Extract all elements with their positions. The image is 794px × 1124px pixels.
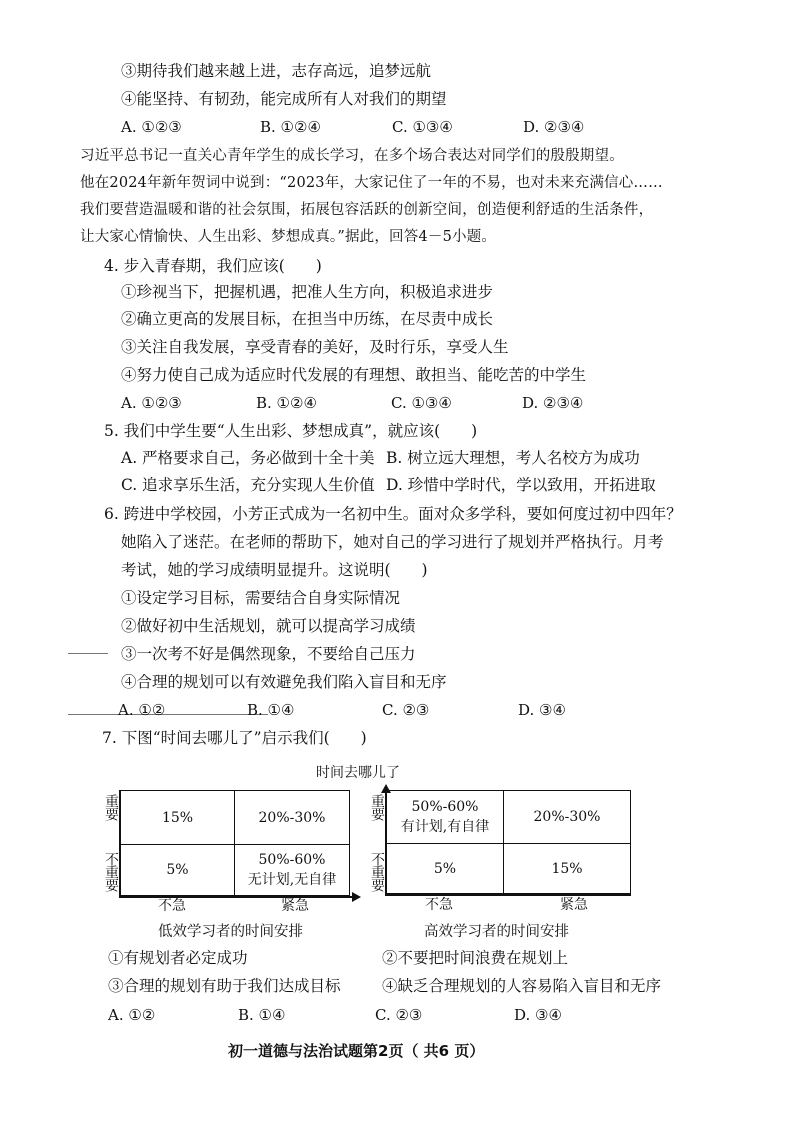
intro-line-3: 我们要营造温暖和谐的社会氛围，拓展包容活跃的创新空间，创造便利舒适的生活条件，: [80, 202, 654, 218]
prev-option-d: D. ②③④: [523, 118, 585, 136]
right-cell-important-urgent: 20%-30%: [503, 790, 631, 844]
q4-item-4: ④努力使自己成为适应时代发展的有理想、敢担当、能吃苦的中学生: [121, 366, 587, 384]
q5-option-d: D. 珍惜中学时代，学以致用，开拓进取: [386, 476, 656, 494]
q7-item-4: ④缺乏合理规划的人容易陷入盲目和无序: [382, 977, 662, 995]
scan-mark: [68, 714, 268, 715]
right-x-urgent: 紧急: [560, 897, 588, 913]
q6-item-1: ①设定学习目标，需要结合自身实际情况: [121, 589, 401, 607]
prev-item-4: ④能坚持、有韧劲，能完成所有人对我们的期望: [121, 90, 447, 108]
left-x-arrow-icon: [352, 892, 361, 902]
intro-line-4: 让大家心情愉快、人生出彩、梦想成真。”据此，回答4－5小题。: [80, 229, 497, 245]
right-cell-important-not-urgent: 50%-60% 有计划,有自律: [386, 790, 504, 844]
right-caption: 高效学习者的时间安排: [424, 924, 569, 940]
q4-item-2: ②确立更高的发展目标，在担当中历练，在尽责中成长: [121, 310, 494, 328]
right-x-not-urgent: 不急: [425, 897, 453, 913]
q4-option-b: B. ①②④: [256, 394, 317, 412]
q6-option-c: C. ②③: [382, 701, 430, 719]
right-cell-unimportant-urgent: 15%: [503, 843, 631, 894]
q7-option-b: B. ①④: [238, 1006, 286, 1024]
q5-option-b: B. 树立远大理想，考人名校方为成功: [386, 449, 640, 467]
q7-item-1: ①有规划者必定成功: [108, 949, 248, 967]
q6-stem-3: 考试，她的学习成绩明显提升。这说明( ): [121, 561, 428, 579]
right-y-important: 重要: [369, 794, 385, 820]
left-caption: 低效学习者的时间安排: [158, 924, 303, 940]
prev-option-c: C. ①③④: [392, 118, 453, 136]
q6-option-a: A. ①②: [118, 701, 166, 719]
intro-line-2: 他在2024年新年贺词中说到：“2023年，大家记住了一年的不易，也对未来充满信心……: [80, 175, 663, 191]
q6-stem-2: 她陷入了迷茫。在老师的帮助下，她对自己的学习进行了规划并严格执行。月考: [121, 533, 664, 551]
intro-line-1: 习近平总书记一直关心青年学生的成长学习，在多个场合表达对同学们的殷殷期望。: [80, 148, 624, 164]
prev-option-b: B. ①②④: [260, 118, 321, 136]
prev-option-a: A. ①②③: [121, 118, 182, 136]
q6-option-b: B. ①④: [247, 701, 295, 719]
q5-option-a: A. 严格要求自己，务必做到十全十美: [121, 449, 375, 467]
left-cell-unimportant-not-urgent: 5%: [120, 844, 235, 896]
q4-option-c: C. ①③④: [391, 394, 452, 412]
left-y-not-important: 不重要: [103, 852, 119, 891]
q4-item-1: ①珍视当下，把握机遇，把准人生方向，积极追求进步: [121, 283, 494, 301]
right-cell-unimportant-not-urgent: 5%: [386, 843, 504, 894]
chart-title: 时间去哪儿了: [316, 765, 400, 781]
q6-item-3: ③一次考不好是偶然现象，不要给自己压力: [121, 645, 416, 663]
q4-item-3: ③关注自我发展，享受青春的美好，及时行乐，享受人生: [121, 338, 509, 356]
q6-item-4: ④合理的规划可以有效避免我们陷入盲目和无序: [121, 673, 447, 691]
q6-option-d: D. ③④: [518, 701, 566, 719]
q7-item-2: ②不要把时间浪费在规划上: [382, 949, 569, 967]
q4-option-d: D. ②③④: [522, 394, 584, 412]
q4-stem: 4. 步入青春期，我们应该( ): [104, 257, 322, 275]
q4-option-a: A. ①②③: [121, 394, 182, 412]
q6-stem-1: 6. 跨进中学校园，小芳正式成为一名初中生。面对众多学科，要如何度过初中四年？: [104, 505, 682, 523]
left-y-important: 重要: [103, 794, 119, 820]
q5-stem: 5. 我们中学生要“人生出彩、梦想成真”，就应该( ): [104, 422, 478, 440]
q7-option-a: A. ①②: [108, 1006, 156, 1024]
left-x-urgent: 紧急: [281, 898, 309, 914]
q7-stem: 7. 下图“时间去哪儿了”启示我们( ): [102, 729, 367, 747]
right-x-axis: [385, 894, 631, 896]
scan-mark: [68, 653, 108, 654]
q7-option-d: D. ③④: [514, 1006, 562, 1024]
q6-item-2: ②做好初中生活规划，就可以提高学习成绩: [121, 617, 416, 635]
left-cell-important-not-urgent: 15%: [120, 790, 235, 845]
page-footer: 初一道德与法治试题第2页（ 共6 页）: [228, 1042, 485, 1060]
q7-option-c: C. ②③: [375, 1006, 423, 1024]
left-x-not-urgent: 不急: [158, 898, 186, 914]
prev-item-3: ③期待我们越来越上进，志存高远，追梦远航: [121, 62, 432, 80]
left-x-axis: [119, 896, 357, 898]
q5-option-c: C. 追求享乐生活，充分实现人生价值: [121, 476, 375, 494]
left-cell-important-urgent: 20%-30%: [234, 790, 350, 845]
left-cell-unimportant-urgent: 50%-60% 无计划,无自律: [234, 844, 350, 896]
q7-item-3: ③合理的规划有助于我们达成目标: [108, 977, 341, 995]
right-y-not-important: 不重要: [369, 852, 385, 891]
